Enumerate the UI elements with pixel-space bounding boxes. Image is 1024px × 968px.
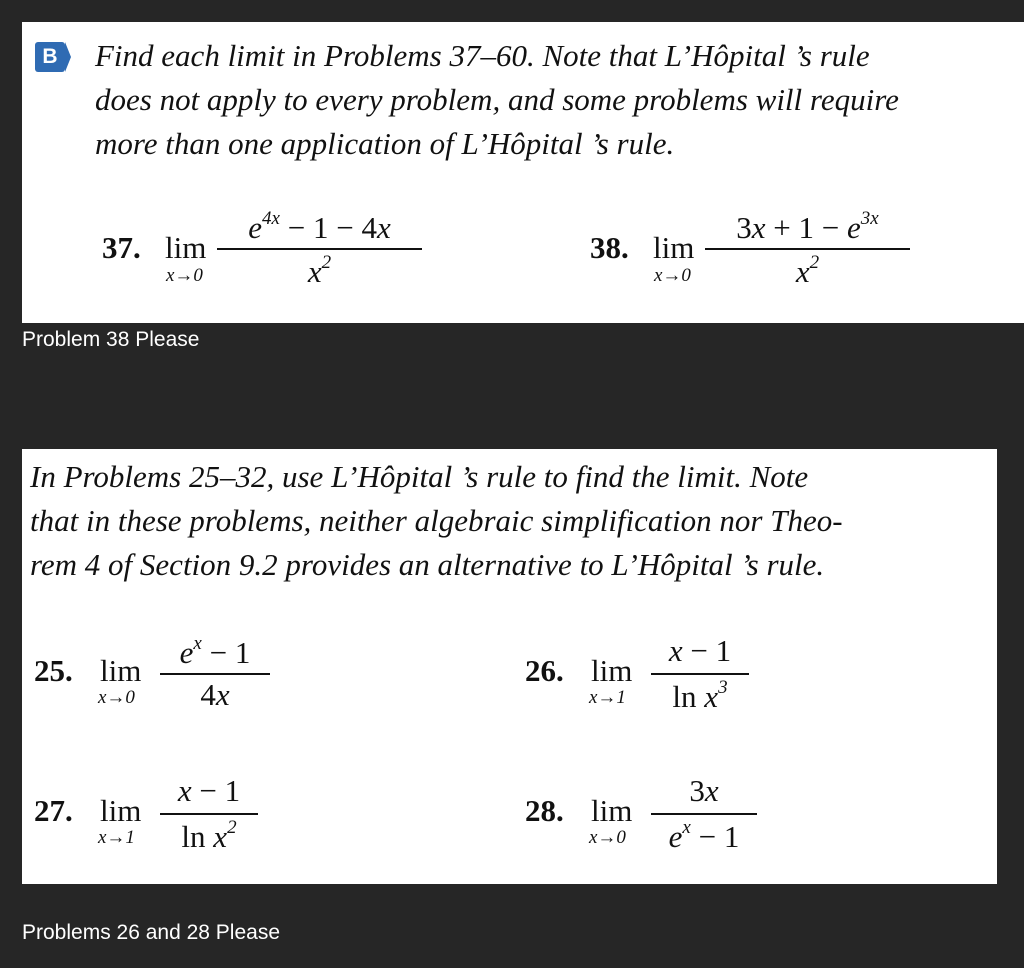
textbook-panel-section-b bbox=[22, 22, 1024, 323]
caption-problem-request: Problems 26 and 28 Please bbox=[22, 921, 280, 944]
fraction-numerator-rendered: x − 1 bbox=[177, 773, 241, 808]
fraction-bar bbox=[651, 673, 749, 675]
section-b-badge: B bbox=[35, 42, 65, 72]
problem-number: 28. bbox=[525, 793, 564, 828]
problem-number: 27. bbox=[34, 793, 73, 828]
problems-25-32-directions bbox=[30, 455, 843, 587]
lim-operator: lim bbox=[100, 793, 142, 828]
fraction-denominator-rendered: $x^2$ bbox=[795, 252, 820, 289]
directions-line: more than one application of L’Hôpital ’s rule. bbox=[95, 126, 675, 161]
fraction-denominator-rendered: $\ln x^3$ bbox=[672, 677, 728, 714]
fraction-numerator-rendered: $e^{4x} - 1 - 4x$ bbox=[248, 208, 391, 245]
lim-operator: lim bbox=[591, 653, 633, 688]
problem-number: 38. bbox=[590, 230, 629, 265]
limit-subscript: x→0 bbox=[589, 827, 626, 848]
fraction-numerator-rendered: $e^x - 1$ bbox=[179, 633, 251, 670]
caption-problem-request: Problem 38 Please bbox=[22, 328, 200, 351]
section-b-directions bbox=[95, 34, 899, 166]
problem-number: 26. bbox=[525, 653, 564, 688]
directions-line: does not apply to every problem, and some problems will require bbox=[95, 82, 899, 117]
directions-line: that in these problems, neither algebraic simplification nor Theo- bbox=[30, 503, 843, 538]
limit-subscript: x→0 bbox=[166, 265, 203, 286]
problem-number: 37. bbox=[102, 230, 141, 265]
fraction-denominator-rendered: $x^2$ bbox=[307, 252, 332, 289]
fraction-numerator-rendered: x − 1 bbox=[668, 633, 732, 668]
problem-number: 25. bbox=[34, 653, 73, 688]
fraction-bar bbox=[160, 673, 270, 675]
limit-subscript: x→0 bbox=[654, 265, 691, 286]
lim-operator: lim bbox=[591, 793, 633, 828]
fraction-bar bbox=[217, 248, 422, 250]
directions-line: rem 4 of Section 9.2 provides an alternative to L’Hôpital ’s rule. bbox=[30, 547, 825, 582]
lim-operator: lim bbox=[653, 230, 695, 265]
fraction-bar bbox=[651, 813, 757, 815]
directions-line: In Problems 25–32, use L’Hôpital ’s rule to find the limit. Note bbox=[30, 459, 809, 494]
fraction-bar bbox=[705, 248, 910, 250]
fraction-denominator-rendered: $\ln x^2$ bbox=[181, 817, 237, 854]
directions-line: Find each limit in Problems 37–60. Note that L’Hôpital ’s rule bbox=[95, 38, 870, 73]
fraction-denominator-rendered: $e^x - 1$ bbox=[668, 817, 740, 854]
limit-subscript: x→1 bbox=[98, 827, 135, 848]
fraction-numerator-rendered: $3x + 1 - e^{3x}$ bbox=[736, 208, 879, 245]
limit-subscript: x→0 bbox=[98, 687, 135, 708]
fraction-bar bbox=[160, 813, 258, 815]
limit-subscript: x→1 bbox=[589, 687, 626, 708]
fraction-denominator-rendered: 4x bbox=[200, 677, 230, 712]
fraction-numerator-rendered: 3x bbox=[689, 773, 719, 808]
textbook-panel-problems-25-32 bbox=[22, 449, 997, 884]
lim-operator: lim bbox=[165, 230, 207, 265]
lim-operator: lim bbox=[100, 653, 142, 688]
